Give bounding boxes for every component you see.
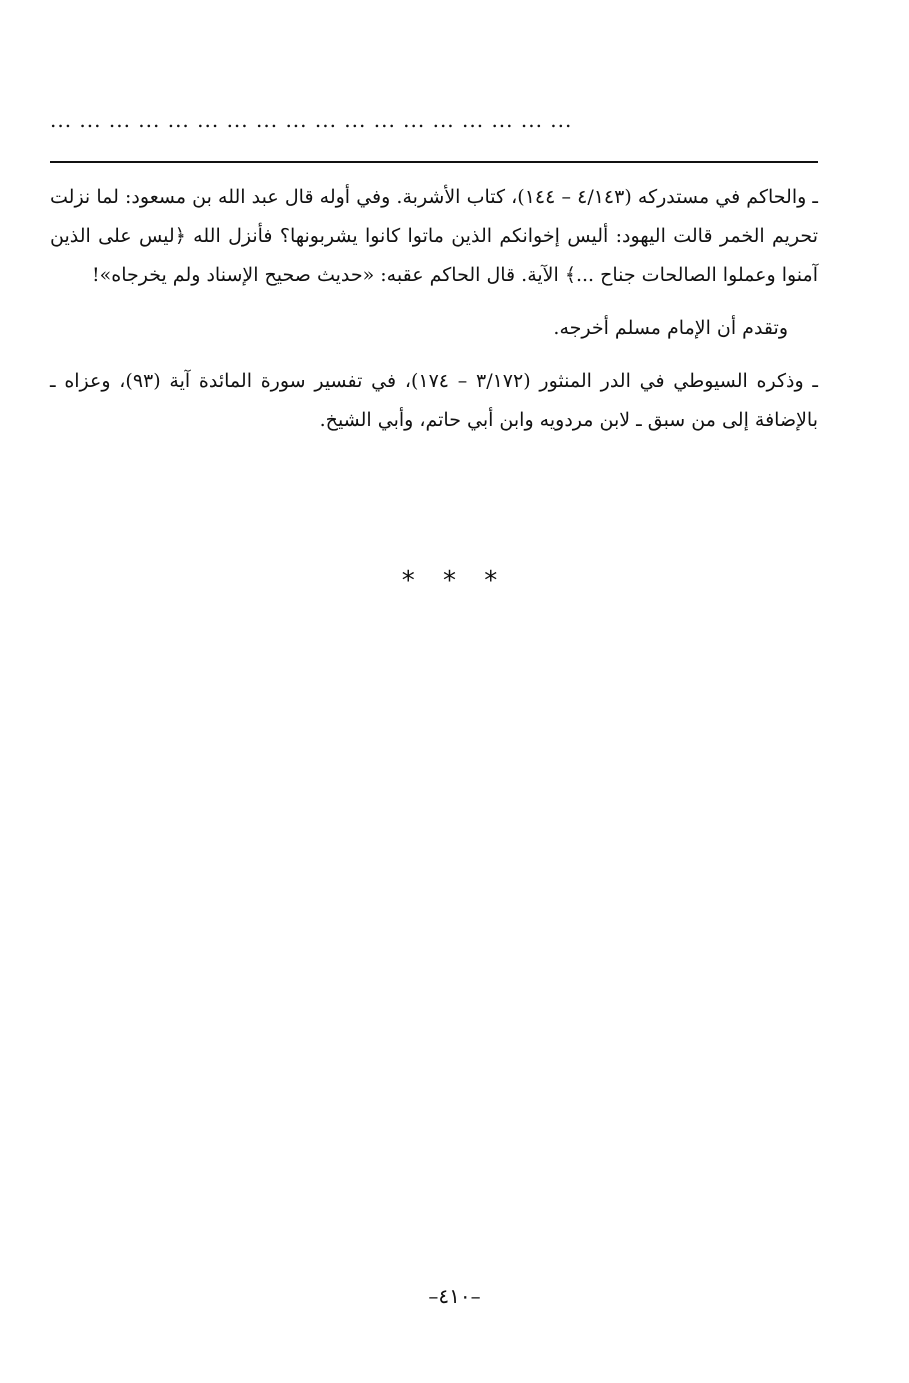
paragraph-hakim: ـ والحاكم في مستدركه (٤/١٤٣ – ١٤٤)، كتاب الأشربة. وفي أوله قال عبد الله بن مسعود: لما نزلت تحريم الخمر قالت اليهود: أليس إخوانكم الذين ماتوا كانوا يشربونها؟ فأنزل الله ﴿ليس على الذين آمنوا وعملوا الصالحات جناح ...﴾ الآية. قال الحاكم عقبه: «حديث صحيح الإسناد ولم يخرجاه»! — [50, 186, 818, 286]
ellipsis-line: ... ... ... ... ... ... ... ... ... ... ... ... ... ... ... ... ... ... — [50, 108, 573, 132]
footnote-rule — [50, 161, 818, 163]
paragraph-muslim: وتقدم أن الإمام مسلم أخرجه. — [553, 317, 788, 339]
section-separator: * * * — [401, 566, 508, 596]
page-number: –٤١٠– — [428, 1284, 481, 1308]
paragraph-suyuti: ـ وذكره السيوطي في الدر المنثور (٣/١٧٢ – ١٧٤)، في تفسير سورة المائدة آية (٩٣)، وعزاه ـ بالإضافة إلى من سبق ـ لابن مردويه وابن أبي حاتم، وأبي الشيخ. — [50, 370, 818, 431]
footnote-text — [50, 178, 818, 440]
